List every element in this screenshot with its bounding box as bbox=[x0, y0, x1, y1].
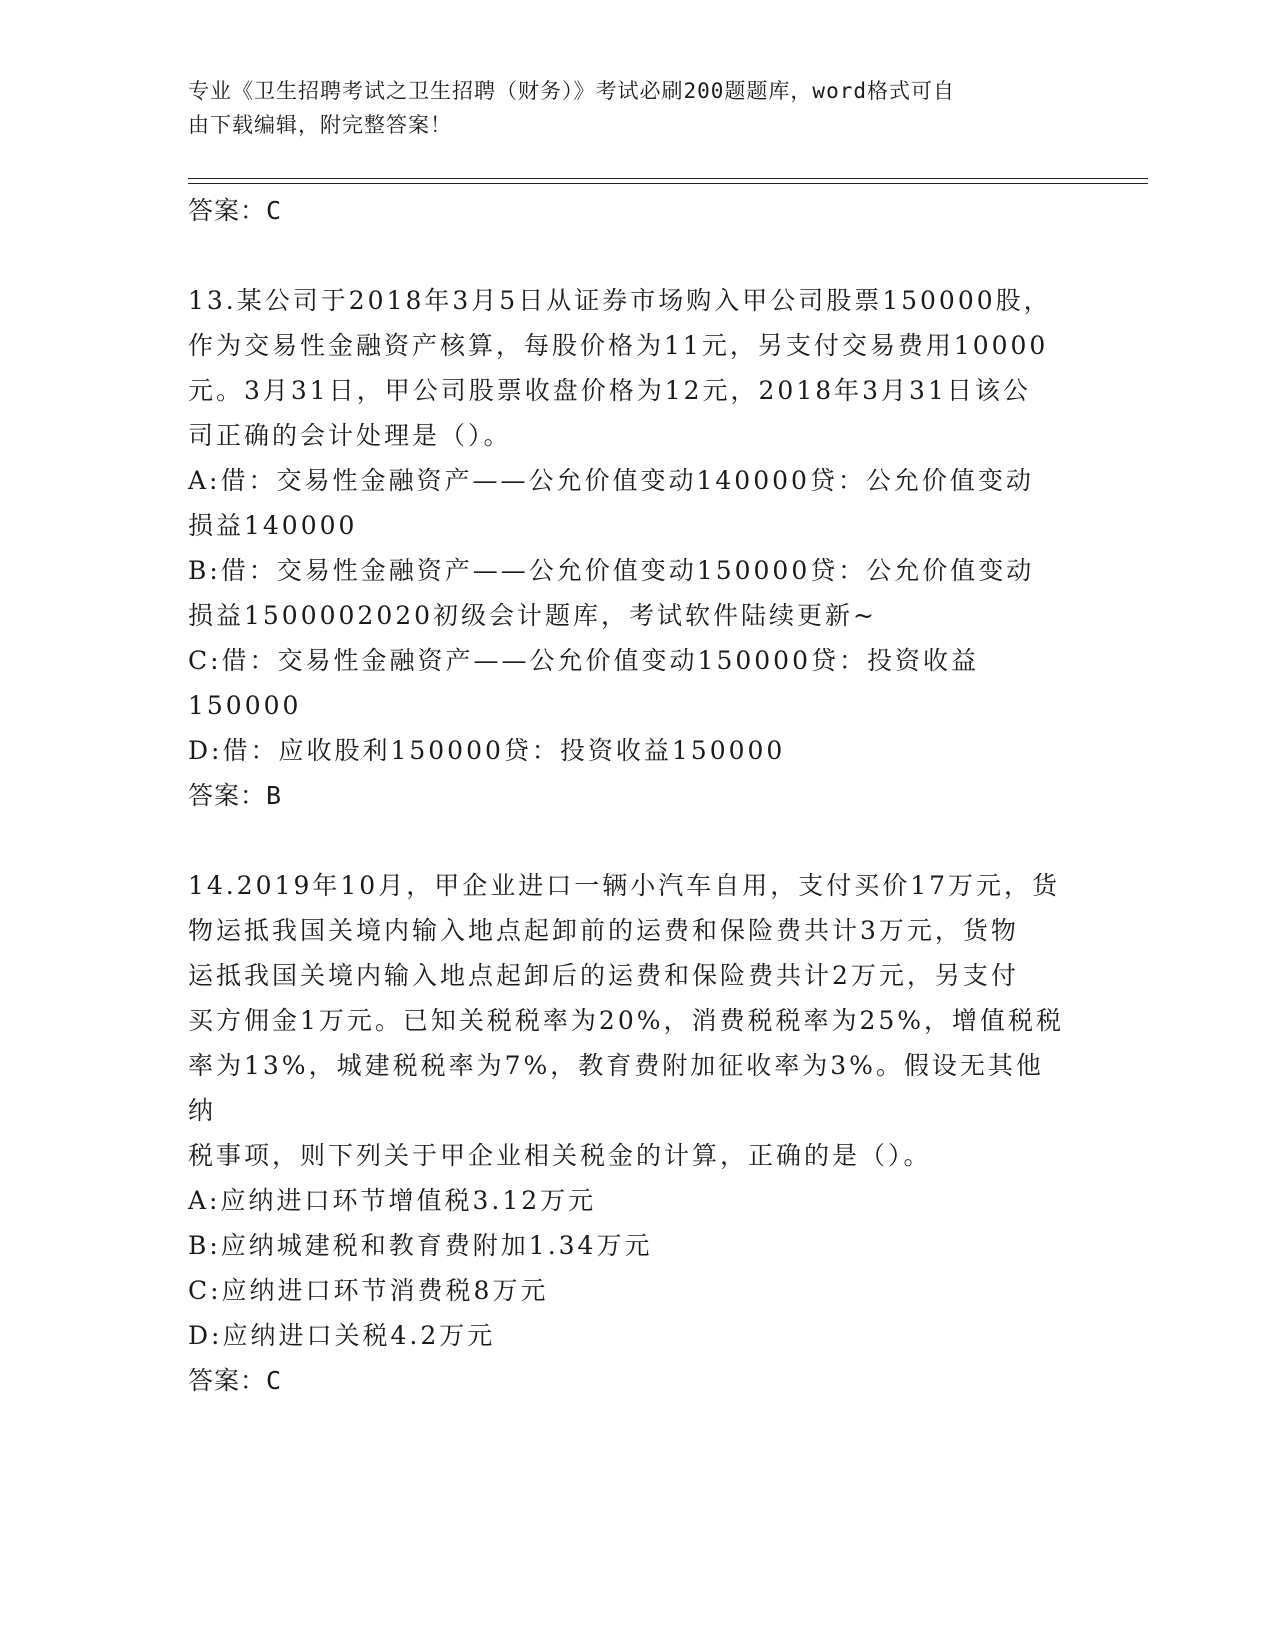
option-a bbox=[188, 1178, 1068, 1223]
question-line: 买方佣金1万元。已知关税税率为20%，消费税税率为25%，增值税税 bbox=[188, 1006, 1065, 1035]
option-line: 150000 bbox=[188, 691, 302, 720]
document-body bbox=[188, 188, 1088, 1403]
option-c bbox=[188, 1268, 1068, 1313]
question-line: 作为交易性金融资产核算，每股价格为11元，另支付交易费用10000 bbox=[188, 331, 1049, 360]
option-c bbox=[188, 638, 1068, 728]
question-stem bbox=[188, 863, 1068, 1178]
option-line: A:应纳进口环节增值税3.12万元 bbox=[188, 1186, 597, 1215]
option-line: A:借：交易性金融资产——公允价值变动140000贷：公允价值变动 bbox=[188, 466, 1034, 495]
option-line: C:应纳进口环节消费税8万元 bbox=[188, 1276, 549, 1305]
question-line: 13.某公司于2018年3月5日从证券市场购入甲公司股票150000股， bbox=[188, 286, 1052, 315]
option-a bbox=[188, 458, 1068, 548]
option-line: D:应纳进口关税4.2万元 bbox=[188, 1321, 496, 1350]
question-line: 元。3月31日，甲公司股票收盘价格为12元，2018年3月31日该公 bbox=[188, 376, 1031, 405]
question-line: 率为13%，城建税税率为7%，教育费附加征收率为3%。假设无其他纳 bbox=[188, 1051, 1044, 1125]
option-line: 损益140000 bbox=[188, 511, 358, 540]
answer: 答案：C bbox=[188, 1366, 283, 1395]
question-13 bbox=[188, 278, 1088, 818]
option-line: 损益1500002020初级会计题库，考试软件陆续更新~ bbox=[188, 601, 878, 630]
question-line: 物运抵我国关境内输入地点起卸前的运费和保险费共计3万元，货物 bbox=[188, 916, 1019, 945]
spacer bbox=[188, 233, 1088, 278]
option-line: B:应纳城建税和教育费附加1.34万元 bbox=[188, 1231, 653, 1260]
answer: 答案：B bbox=[188, 781, 283, 810]
option-line: D:借：应收股利150000贷：投资收益150000 bbox=[188, 736, 786, 765]
question-line: 税事项，则下列关于甲企业相关税金的计算，正确的是（）。 bbox=[188, 1141, 932, 1170]
option-b bbox=[188, 548, 1068, 638]
option-line: C:借：交易性金融资产——公允价值变动150000贷：投资收益 bbox=[188, 646, 979, 675]
question-stem bbox=[188, 278, 1068, 458]
header-divider-bottom bbox=[188, 183, 1148, 184]
spacer bbox=[188, 818, 1088, 863]
option-b bbox=[188, 1223, 1068, 1268]
question-line: 14.2019年10月，甲企业进口一辆小汽车自用，支付买价17万元，货 bbox=[188, 871, 1061, 900]
header-divider-top bbox=[188, 178, 1148, 179]
previous-answer: 答案：C bbox=[188, 196, 283, 225]
question-line: 运抵我国关境内输入地点起卸后的运费和保险费共计2万元，另支付 bbox=[188, 961, 1019, 990]
option-line: B:借：交易性金融资产——公允价值变动150000贷：公允价值变动 bbox=[188, 556, 1035, 585]
option-d bbox=[188, 728, 1068, 773]
option-d bbox=[188, 1313, 1068, 1358]
header-line-1: 专业《卫生招聘考试之卫生招聘（财务）》考试必刷200题题库，word格式可自 bbox=[188, 79, 955, 103]
page-header bbox=[188, 74, 1068, 142]
question-line: 司正确的会计处理是（）。 bbox=[188, 421, 512, 450]
header-line-2: 由下载编辑，附完整答案！ bbox=[188, 113, 452, 137]
question-14 bbox=[188, 863, 1088, 1403]
